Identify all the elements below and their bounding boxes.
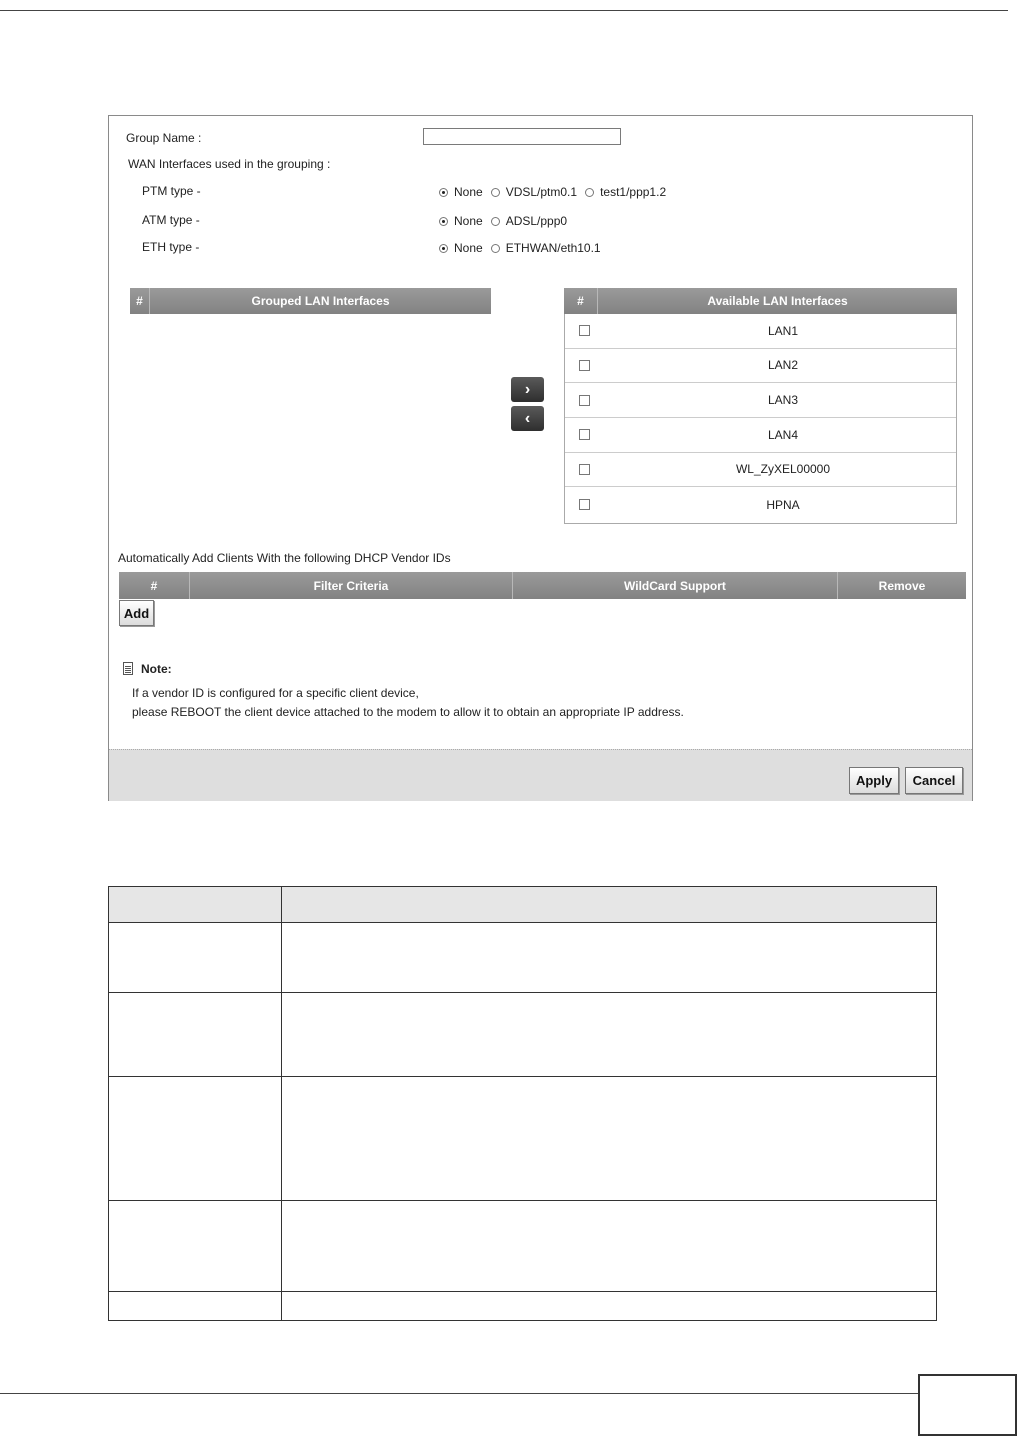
description-table xyxy=(108,886,937,1321)
table-row: LAN1 xyxy=(565,314,956,349)
apply-button[interactable]: Apply xyxy=(849,767,899,794)
table-row xyxy=(109,923,936,993)
table-row xyxy=(109,993,936,1077)
grouped-lan-table-header xyxy=(130,288,491,314)
interface-group-screen xyxy=(108,115,973,801)
page-number-box xyxy=(918,1374,1017,1436)
radio-icon[interactable] xyxy=(491,244,500,253)
move-left-button[interactable] xyxy=(511,406,544,431)
dhcp-col-num: # xyxy=(119,572,190,599)
available-col-name: Available LAN Interfaces xyxy=(707,294,848,308)
available-col-num: # xyxy=(564,288,598,314)
ptm-test1-option[interactable]: test1/ppp1.2 xyxy=(585,185,666,199)
group-name-input[interactable] xyxy=(423,128,621,145)
eth-ethwan-option[interactable]: ETHWAN/eth10.1 xyxy=(491,241,601,255)
chevron-right-icon: › xyxy=(524,380,531,398)
eth-none-option[interactable]: None xyxy=(439,241,483,255)
dhcp-table-header xyxy=(119,572,966,599)
cancel-button[interactable]: Cancel xyxy=(905,767,963,794)
table-row: WL_ZyXEL00000 xyxy=(565,453,956,488)
table-row: HPNA xyxy=(565,487,956,522)
note-title: Note: xyxy=(141,662,172,676)
radio-selected-icon[interactable] xyxy=(439,188,448,197)
radio-icon[interactable] xyxy=(491,188,500,197)
checkbox[interactable] xyxy=(579,395,590,406)
table-row xyxy=(109,1201,936,1292)
page-top-rule xyxy=(0,10,1008,11)
grouped-col-num: # xyxy=(130,288,150,314)
form-footer xyxy=(109,749,972,801)
dhcp-col-filter: Filter Criteria xyxy=(190,572,513,599)
move-right-button[interactable] xyxy=(511,377,544,402)
atm-type-radio-group xyxy=(439,214,575,228)
dhcp-col-remove: Remove xyxy=(878,578,926,593)
group-name-label: Group Name : xyxy=(126,131,202,145)
checkbox[interactable] xyxy=(579,499,590,510)
table-row xyxy=(109,1077,936,1201)
radio-icon[interactable] xyxy=(491,217,500,226)
eth-type-radio-group xyxy=(439,241,609,255)
checkbox[interactable] xyxy=(579,429,590,440)
dhcp-vendor-title: Automatically Add Clients With the following DHCP Vendor IDs xyxy=(118,551,451,565)
available-lan-table-header xyxy=(564,288,957,314)
table-row: LAN3 xyxy=(565,383,956,418)
eth-type-label: ETH type - xyxy=(142,240,200,254)
grouped-col-name: Grouped LAN Interfaces xyxy=(251,294,390,308)
note-line-2: please REBOOT the client device attached to the modem to allow it to obtain an appropriate IP address. xyxy=(132,705,684,719)
page-bottom-rule xyxy=(0,1393,918,1394)
note-icon xyxy=(123,662,133,675)
table-row xyxy=(109,887,936,923)
checkbox[interactable] xyxy=(579,464,590,475)
checkbox[interactable] xyxy=(579,325,590,336)
ptm-type-label: PTM type - xyxy=(142,184,201,198)
wan-interfaces-label: WAN Interfaces used in the grouping : xyxy=(128,157,331,171)
ptm-none-option[interactable]: None xyxy=(439,185,483,199)
atm-type-label: ATM type - xyxy=(142,213,200,227)
atm-adsl-option[interactable]: ADSL/ppp0 xyxy=(491,214,567,228)
radio-icon[interactable] xyxy=(585,188,594,197)
available-lan-table xyxy=(564,314,957,524)
add-button[interactable]: Add xyxy=(119,600,154,626)
table-row: LAN4 xyxy=(565,418,956,453)
radio-selected-icon[interactable] xyxy=(439,244,448,253)
radio-selected-icon[interactable] xyxy=(439,217,448,226)
chevron-left-icon: ‹ xyxy=(524,409,531,427)
ptm-type-radio-group xyxy=(439,185,674,199)
note-line-1: If a vendor ID is configured for a specific client device, xyxy=(132,686,419,700)
column-divider xyxy=(281,887,282,1320)
dhcp-col-wildcard: WildCard Support xyxy=(513,572,838,599)
atm-none-option[interactable]: None xyxy=(439,214,483,228)
table-row: LAN2 xyxy=(565,349,956,384)
ptm-vdsl-option[interactable]: VDSL/ptm0.1 xyxy=(491,185,577,199)
checkbox[interactable] xyxy=(579,360,590,371)
